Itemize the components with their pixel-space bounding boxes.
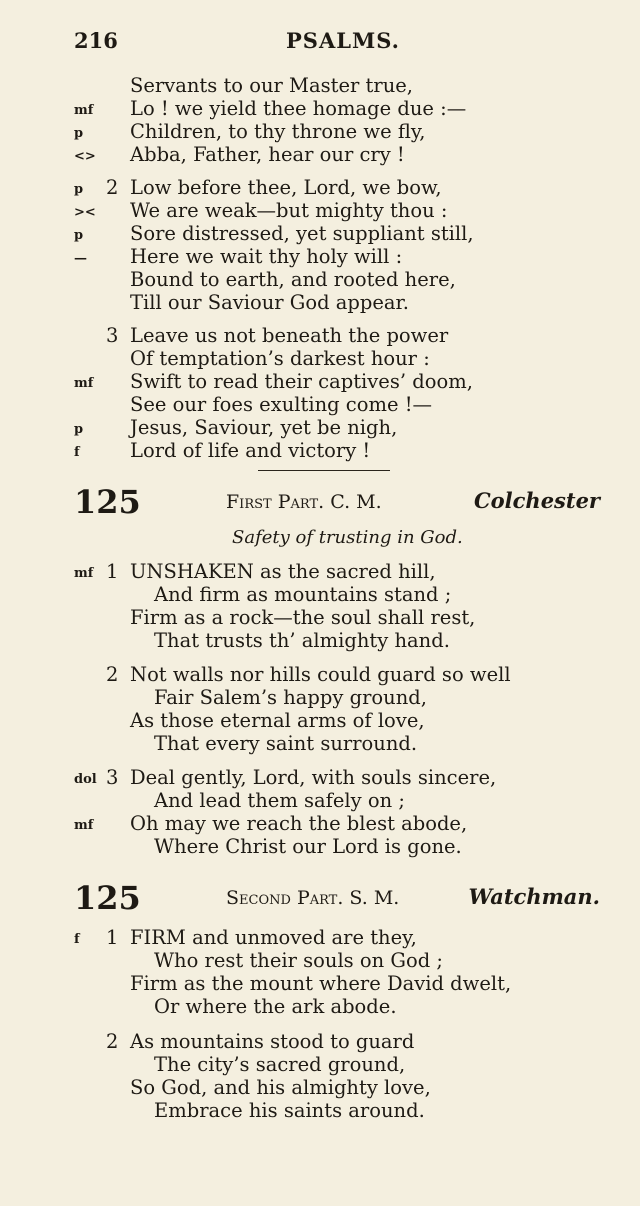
verse-line bbox=[0, 97, 640, 121]
page-header bbox=[74, 28, 600, 58]
verse-line bbox=[0, 972, 640, 996]
verse-number: 3 bbox=[106, 324, 119, 347]
verse-line bbox=[0, 370, 640, 394]
verse-line bbox=[0, 560, 640, 584]
page-number: 216 bbox=[74, 28, 118, 53]
verse-line bbox=[0, 1076, 640, 1100]
verse-line bbox=[0, 176, 640, 200]
verse-line bbox=[0, 709, 640, 733]
dynamic-mark: — bbox=[74, 251, 87, 266]
verse-text: Low before thee, Lord, we bow, bbox=[130, 176, 442, 199]
verse-line bbox=[0, 789, 640, 813]
verse-text: Servants to our Master true, bbox=[130, 74, 414, 97]
verse-line bbox=[0, 347, 640, 371]
dynamic-mark: p bbox=[74, 422, 84, 437]
verse-text: Fair Salem’s happy ground, bbox=[154, 686, 427, 709]
verse-text: Sore distressed, yet suppliant still, bbox=[130, 222, 474, 245]
verse-line bbox=[0, 245, 640, 269]
verse-line bbox=[0, 439, 640, 463]
verse-line bbox=[0, 324, 640, 348]
verse-text: As those eternal arms of love, bbox=[130, 709, 425, 732]
verse-line bbox=[0, 1099, 640, 1123]
verse-text: Firm as the mount where David dwelt, bbox=[130, 972, 512, 995]
verse-line bbox=[0, 222, 640, 246]
verse-text: The city’s sacred ground, bbox=[154, 1053, 406, 1076]
verse-line bbox=[0, 199, 640, 223]
verse-line bbox=[0, 766, 640, 790]
verse-text: Here we wait thy holy will : bbox=[130, 245, 403, 268]
dynamic-mark: mf bbox=[74, 818, 94, 833]
verse-text: Deal gently, Lord, with souls sincere, bbox=[130, 766, 497, 789]
hymn-heading bbox=[0, 878, 640, 918]
verse-line bbox=[0, 393, 640, 417]
section-divider bbox=[258, 470, 390, 471]
verse-text: Till our Saviour God appear. bbox=[130, 291, 409, 314]
verse-line bbox=[0, 812, 640, 836]
verse-number: 3 bbox=[106, 766, 119, 789]
dynamic-mark: f bbox=[74, 932, 80, 947]
verse-line bbox=[0, 732, 640, 756]
verse-line bbox=[0, 926, 640, 950]
verse-text: Swift to read their captives’ doom, bbox=[130, 370, 473, 393]
hymn-part-meter: Second Part. S. M. bbox=[226, 887, 400, 909]
verse-text: Oh may we reach the blest abode, bbox=[130, 812, 468, 835]
verse-number: 2 bbox=[106, 663, 119, 686]
verse-text: That every saint surround. bbox=[154, 732, 418, 755]
verse-line bbox=[0, 268, 640, 292]
verse-line bbox=[0, 629, 640, 653]
verse-text: Bound to earth, and rooted here, bbox=[130, 268, 456, 291]
verse-number: 1 bbox=[106, 926, 119, 949]
verse-text: And lead them safely on ; bbox=[154, 789, 405, 812]
verse-text: Leave us not beneath the power bbox=[130, 324, 449, 347]
verse-line bbox=[0, 686, 640, 710]
verse-text: Abba, Father, hear our cry ! bbox=[130, 143, 405, 166]
verse-line bbox=[0, 416, 640, 440]
verse-text: And firm as mountains stand ; bbox=[154, 583, 452, 606]
verse-text: Not walls nor hills could guard so well bbox=[130, 663, 511, 686]
dynamic-mark: p bbox=[74, 228, 84, 243]
verse-number: 2 bbox=[106, 176, 119, 199]
verse-text: Firm as a rock—the soul shall rest, bbox=[130, 606, 476, 629]
tune-name: Watchman. bbox=[468, 884, 600, 909]
verse-line bbox=[0, 1030, 640, 1054]
verse-text: Embrace his saints around. bbox=[154, 1099, 425, 1122]
dynamic-mark: f bbox=[74, 445, 80, 460]
verse-line bbox=[0, 606, 640, 630]
verse-line bbox=[0, 74, 640, 98]
verse-line bbox=[0, 1053, 640, 1077]
dynamic-mark: mf bbox=[74, 376, 94, 391]
verse-text: Lord of life and victory ! bbox=[130, 439, 371, 462]
hymn-number: 125 bbox=[74, 879, 141, 917]
verse-text: Where Christ our Lord is gone. bbox=[154, 835, 462, 858]
verse-line bbox=[0, 120, 640, 144]
hymn-subtitle: Safety of trusting in God. bbox=[232, 527, 463, 548]
verse-text: Lo ! we yield thee homage due :— bbox=[130, 97, 467, 120]
verse-line bbox=[0, 995, 640, 1019]
dynamic-mark: >< bbox=[74, 205, 96, 220]
hymn-heading bbox=[0, 482, 640, 522]
verse-text: So God, and his almighty love, bbox=[130, 1076, 431, 1099]
verse-line bbox=[0, 835, 640, 859]
verse-line bbox=[0, 143, 640, 167]
dynamic-mark: p bbox=[74, 126, 84, 141]
hymn-number: 125 bbox=[74, 483, 141, 521]
verse-line bbox=[0, 291, 640, 315]
verse-number: 2 bbox=[106, 1030, 119, 1053]
verse-text: Or where the ark abode. bbox=[154, 995, 397, 1018]
verse-line bbox=[0, 663, 640, 687]
verse-line bbox=[0, 583, 640, 607]
dynamic-mark: mf bbox=[74, 566, 94, 581]
running-head: PSALMS. bbox=[286, 28, 400, 53]
verse-text: That trusts th’ almighty hand. bbox=[154, 629, 450, 652]
hymn-part-meter: First Part. C. M. bbox=[226, 491, 382, 513]
dynamic-mark: <> bbox=[74, 149, 96, 164]
verse-text: Children, to thy throne we fly, bbox=[130, 120, 426, 143]
verse-text: UNSHAKEN as the sacred hill, bbox=[130, 560, 436, 583]
verse-text: Who rest their souls on God ; bbox=[154, 949, 443, 972]
verse-text: Of temptation’s darkest hour : bbox=[130, 347, 430, 370]
dynamic-mark: mf bbox=[74, 103, 94, 118]
verse-number: 1 bbox=[106, 560, 119, 583]
dynamic-mark: p bbox=[74, 182, 84, 197]
verse-line bbox=[0, 949, 640, 973]
verse-text: As mountains stood to guard bbox=[130, 1030, 415, 1053]
verse-text: FIRM and unmoved are they, bbox=[130, 926, 417, 949]
verse-text: We are weak—but mighty thou : bbox=[130, 199, 448, 222]
dynamic-mark: dol bbox=[74, 772, 97, 787]
verse-text: Jesus, Saviour, yet be nigh, bbox=[130, 416, 398, 439]
verse-text: See our foes exulting come !— bbox=[130, 393, 433, 416]
tune-name: Colchester bbox=[473, 488, 600, 513]
